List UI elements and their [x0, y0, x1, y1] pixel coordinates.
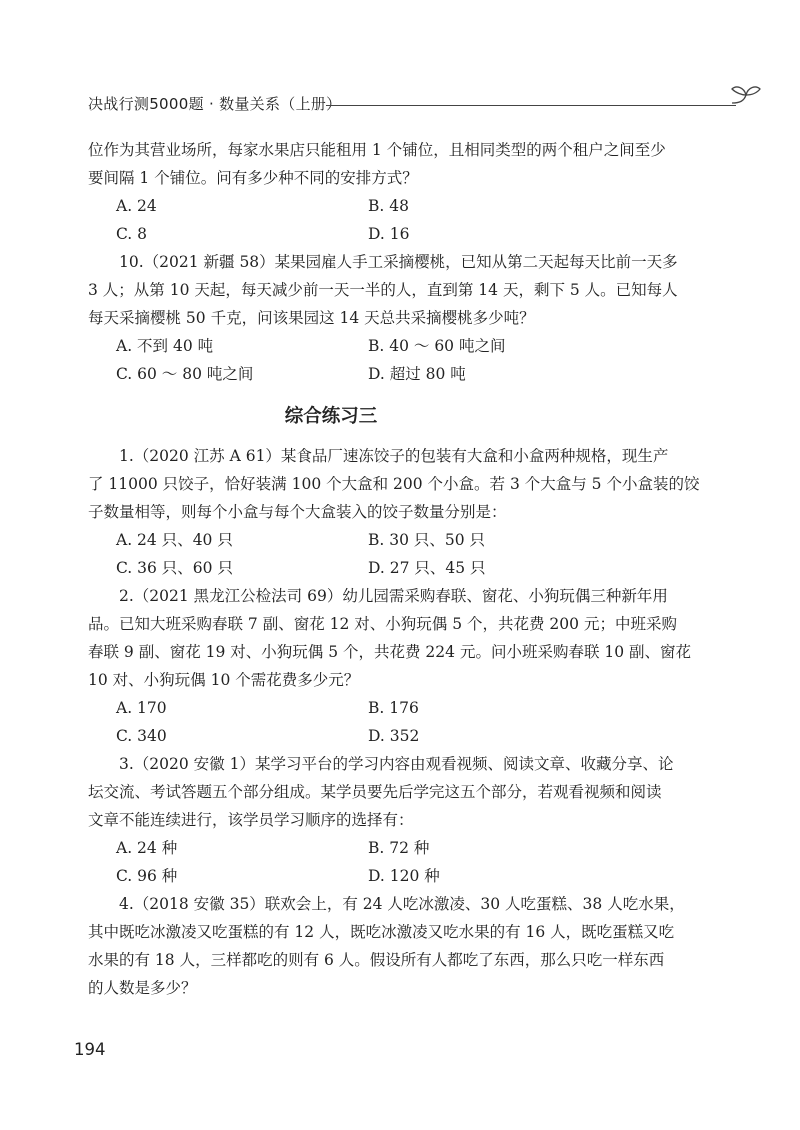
question-stem: 10.（2021 新疆 58）某果园雇人手工采摘樱桃，已知从第二天起每天比前一天多: [119, 253, 678, 271]
option-c: C. 96 种: [116, 867, 178, 885]
option-a: A. 不到 40 吨: [116, 337, 214, 355]
option-a: A. 170: [116, 699, 167, 717]
options-row: [88, 554, 698, 582]
options-row: [88, 722, 698, 750]
option-d: D. 352: [368, 727, 420, 745]
options-row: [88, 192, 698, 220]
question-stem: 1.（2020 江苏 A 61）某食品厂速冻饺子的包装有大盒和小盒两种规格，现生产: [119, 447, 669, 465]
option-b: B. 48: [368, 197, 409, 215]
text-line: 位作为其营业场所，每家水果店只能租用 1 个铺位，且相同类型的两个租户之间至少: [88, 141, 666, 159]
options-row: [88, 332, 698, 360]
question-stem: 3.（2020 安徽 1）某学习平台的学习内容由观看视频、阅读文章、收藏分享、论: [119, 755, 674, 773]
page-body: [88, 136, 698, 1002]
question-10: [88, 248, 698, 388]
book-title: 决战行测5000题 · 数量关系（上册）: [88, 95, 342, 113]
option-b: B. 40 ～ 60 吨之间: [368, 337, 506, 355]
option-d: D. 27 只、45 只: [368, 559, 486, 577]
option-b: B. 176: [368, 699, 419, 717]
option-c: C. 340: [116, 727, 167, 745]
option-b: B. 72 种: [368, 839, 430, 857]
options-row: [88, 360, 698, 388]
options-row: [88, 694, 698, 722]
text-line: 品。已知大班采购春联 7 副、窗花 12 对、小狗玩偶 5 个，共花费 200 元；中班采购: [88, 615, 677, 633]
running-header: [88, 93, 688, 117]
options-row: [88, 220, 698, 248]
option-c: C. 60 ～ 80 吨之间: [116, 365, 254, 383]
option-d: D. 超过 80 吨: [368, 365, 466, 383]
option-d: D. 120 种: [368, 867, 440, 885]
page-number: 194: [74, 1040, 106, 1059]
option-c: C. 8: [116, 225, 148, 243]
section-title: 综合练习三: [284, 406, 378, 427]
sprout-icon: [728, 81, 764, 111]
text-line: 的人数是多少？: [88, 979, 197, 997]
text-line: 子数量相等，则每个小盒与每个大盒装入的饺子数量分别是：: [88, 503, 507, 521]
question-continuation: [88, 136, 698, 248]
text-line: 坛交流、考试答题五个部分组成。某学员要先后学完这五个部分，若观看视频和阅读: [88, 783, 662, 801]
options-row: [88, 834, 698, 862]
text-line: 3 人；从第 10 天起，每天减少前一天一半的人，直到第 14 天，剩下 5 人。已知每人: [88, 281, 678, 299]
question-2: [88, 582, 698, 750]
option-a: A. 24 种: [116, 839, 178, 857]
text-line: 文章不能连续进行，该学员学习顺序的选择有：: [88, 811, 414, 829]
text-line: 了 11000 只饺子，恰好装满 100 个大盒和 200 个小盒。若 3 个大盒与 5 个小盒装的饺: [88, 475, 700, 493]
text-line: 春联 9 副、窗花 19 对、小狗玩偶 5 个，共花费 224 元。问小班采购春联 10 副、窗花: [88, 643, 692, 661]
option-c: C. 36 只、60 只: [116, 559, 233, 577]
question-stem: 4.（2018 安徽 35）联欢会上，有 24 人吃冰激凌、30 人吃蛋糕、38 人吃水果，: [119, 895, 685, 913]
question-4: [88, 890, 698, 1002]
question-1: [88, 442, 698, 582]
text-line: 其中既吃冰激凌又吃蛋糕的有 12 人，既吃冰激凌又吃水果的有 16 人，既吃蛋糕又吃: [88, 923, 675, 941]
text-line: 要间隔 1 个铺位。问有多少种不同的安排方式？: [88, 169, 418, 187]
text-line: 水果的有 18 人，三样都吃的则有 6 人。假设所有人都吃了东西，那么只吃一样东西: [88, 951, 665, 969]
option-d: D. 16: [368, 225, 410, 243]
option-b: B. 30 只、50 只: [368, 531, 486, 549]
option-a: A. 24 只、40 只: [116, 531, 233, 549]
options-row: [88, 862, 698, 890]
question-3: [88, 750, 698, 890]
text-line: 10 对、小狗玩偶 10 个需花费多少元？: [88, 671, 360, 689]
question-stem: 2.（2021 黑龙江公检法司 69）幼儿园需采购春联、窗花、小狗玩偶三种新年用: [119, 587, 668, 605]
options-row: [88, 526, 698, 554]
option-a: A. 24: [116, 197, 157, 215]
text-line: 每天采摘樱桃 50 千克，问该果园这 14 天总共采摘樱桃多少吨？: [88, 309, 535, 327]
header-rule: [326, 105, 736, 106]
